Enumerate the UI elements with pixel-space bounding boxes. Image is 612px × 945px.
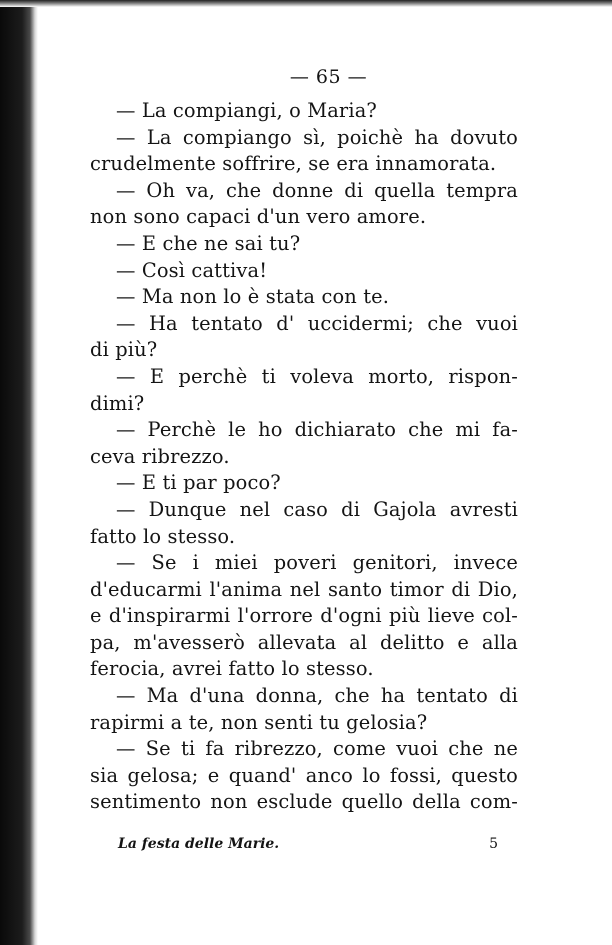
page-top-edge xyxy=(0,0,612,7)
text-line: — Se ti fa ribrezzo, come vuoi che ne xyxy=(116,737,518,761)
text-line: — Così cattiva! xyxy=(116,258,268,282)
text-line: ceva ribrezzo. xyxy=(90,444,230,468)
signature-mark: 5 xyxy=(489,836,498,852)
text-line: — Ha tentato d' uccidermi; che vuoi xyxy=(116,311,518,335)
text-line: d'educarmi l'anima nel santo timor di Dio, xyxy=(90,577,518,601)
text-line: di più? xyxy=(90,338,158,362)
text-line: crudelmente soffrire, se era innamorata. xyxy=(90,152,497,176)
text-line: — Oh va, che donne di quella tempra xyxy=(116,178,518,202)
text-line: pa, m'avesserò allevata al delitto e alla xyxy=(90,630,518,654)
text-line: — Ma non lo è stata con te. xyxy=(116,285,390,309)
text-line: — Ma d'una donna, che ha tentato di xyxy=(116,684,518,708)
text-line: ferocia, avrei fatto lo stesso. xyxy=(90,657,374,681)
text-line: — La compiangi, o Maria? xyxy=(116,99,377,122)
text-line: — La compiango sì, poichè ha dovuto xyxy=(116,125,518,149)
text-line: — Se i miei poveri genitori, invece xyxy=(116,551,518,575)
page-number xyxy=(0,66,612,88)
text-line: — E perchè ti voleva morto, rispon- xyxy=(116,364,518,388)
book-binding-shadow xyxy=(0,0,38,945)
text-line: — E che ne sai tu? xyxy=(116,231,301,255)
text-line: non sono capaci d'un vero amore. xyxy=(90,205,427,229)
text-line: e d'inspirarmi l'orrore d'ogni più lieve col- xyxy=(90,604,518,628)
text-line: — Perchè le ho dichiarato che mi fa- xyxy=(116,418,518,442)
text-line: — Dunque nel caso di Gajola avresti xyxy=(116,497,518,521)
footer xyxy=(118,836,498,852)
text-line: rapirmi a te, non senti tu gelosia? xyxy=(90,710,428,734)
text-line: sentimento non esclude quello della com- xyxy=(90,790,518,814)
body-text xyxy=(90,98,518,816)
text-line: dimi? xyxy=(90,391,145,415)
text-line: — E ti par poco? xyxy=(116,471,281,495)
page-number-text: — 65 — xyxy=(289,66,368,88)
text-line: sia gelosa; e quand' anco lo fossi, questo xyxy=(90,763,518,787)
running-title: La festa delle Marie. xyxy=(118,836,280,852)
text-line: fatto lo stesso. xyxy=(90,524,236,548)
